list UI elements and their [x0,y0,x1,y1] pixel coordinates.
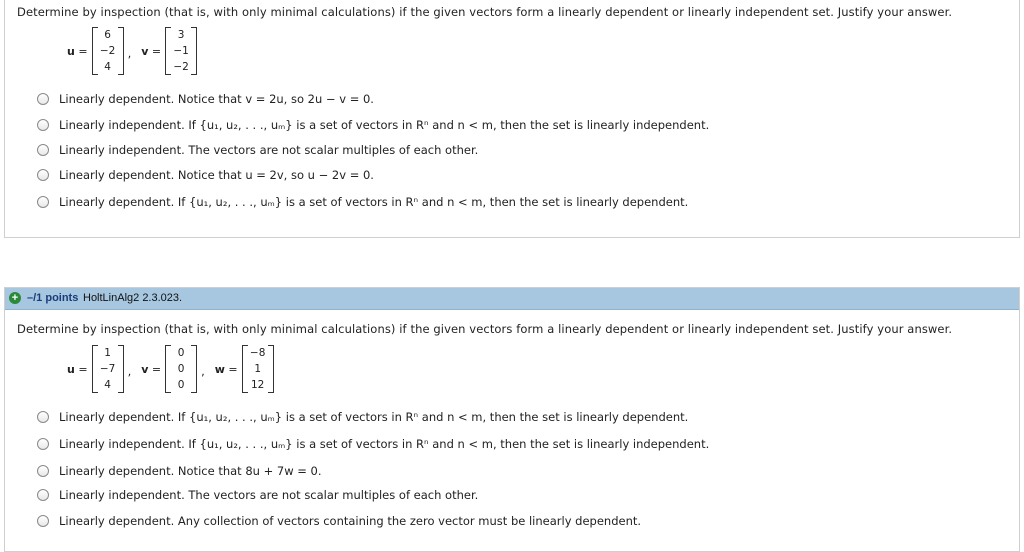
vector-u: 6 −2 4 [92,27,124,75]
vector-w-label: w = [214,362,238,376]
question-1-prompt: Determine by inspection (that is, with only minimal calculations) if the given vectors form a linearly dependent or linearly independent set. Justify your answer. [17,5,953,19]
q1-option-2[interactable]: Linearly independent. If {u₁, u₂, . . ., uₘ} is a set of vectors in Rⁿ and n < m, then the set is linearly independent. [37,118,709,132]
radio-button[interactable] [37,465,49,477]
vector-v: 3 −1 −2 [165,27,197,75]
q1-option-4[interactable]: Linearly dependent. Notice that u = 2v, so u − 2v = 0. [37,168,374,182]
vector-v: 0 0 0 [165,345,197,393]
radio-button[interactable] [37,438,49,450]
question-1-panel [4,0,1020,238]
vector-u: 1 −7 4 [92,345,124,393]
expand-plus-icon[interactable]: + [9,292,21,304]
question-2-panel [4,287,1020,552]
vector-v-label: v = [141,44,162,58]
radio-button[interactable] [37,93,49,105]
q1-option-1[interactable]: Linearly dependent. Notice that v = 2u, so 2u − v = 0. [37,92,374,106]
radio-button[interactable] [37,489,49,501]
question-2-header [5,288,1019,310]
q2-option-1[interactable]: Linearly dependent. If {u₁, u₂, . . ., uₘ} is a set of vectors in Rⁿ and n < m, then the set is linearly dependent. [37,410,688,424]
q1-option-5[interactable]: Linearly dependent. If {u₁, u₂, . . ., uₘ} is a set of vectors in Rⁿ and n < m, then the set is linearly dependent. [37,195,688,209]
question-code: HoltLinAlg2 2.3.023. [83,292,183,304]
q2-option-5[interactable]: Linearly dependent. Any collection of vectors containing the zero vector must be linearly dependent. [37,514,641,528]
vector-w: −8 1 12 [242,345,274,393]
question-1-vectors: u = 6 −2 4 , v = 3 −1 −2 [67,27,203,75]
question-2-prompt: Determine by inspection (that is, with only minimal calculations) if the given vectors form a linearly dependent or linearly independent set. Justify your answer. [17,322,953,336]
question-2-vectors: u = 1 −7 4 , v = 0 0 0 , w = −8 1 12 [67,345,280,393]
vector-u-label: u = [67,362,88,376]
radio-button[interactable] [37,169,49,181]
q2-option-2[interactable]: Linearly independent. If {u₁, u₂, . . ., uₘ} is a set of vectors in Rⁿ and n < m, then the set is linearly independent. [37,437,709,451]
vector-v-label: v = [141,362,162,376]
radio-button[interactable] [37,411,49,423]
points-label: –/1 points [27,292,79,304]
vector-u-label: u = [67,44,88,58]
radio-button[interactable] [37,515,49,527]
radio-button[interactable] [37,196,49,208]
radio-button[interactable] [37,144,49,156]
q2-option-4[interactable]: Linearly independent. The vectors are not scalar multiples of each other. [37,488,478,502]
q1-option-3[interactable]: Linearly independent. The vectors are not scalar multiples of each other. [37,143,478,157]
q2-option-3[interactable]: Linearly dependent. Notice that 8u + 7w = 0. [37,464,322,478]
radio-button[interactable] [37,119,49,131]
